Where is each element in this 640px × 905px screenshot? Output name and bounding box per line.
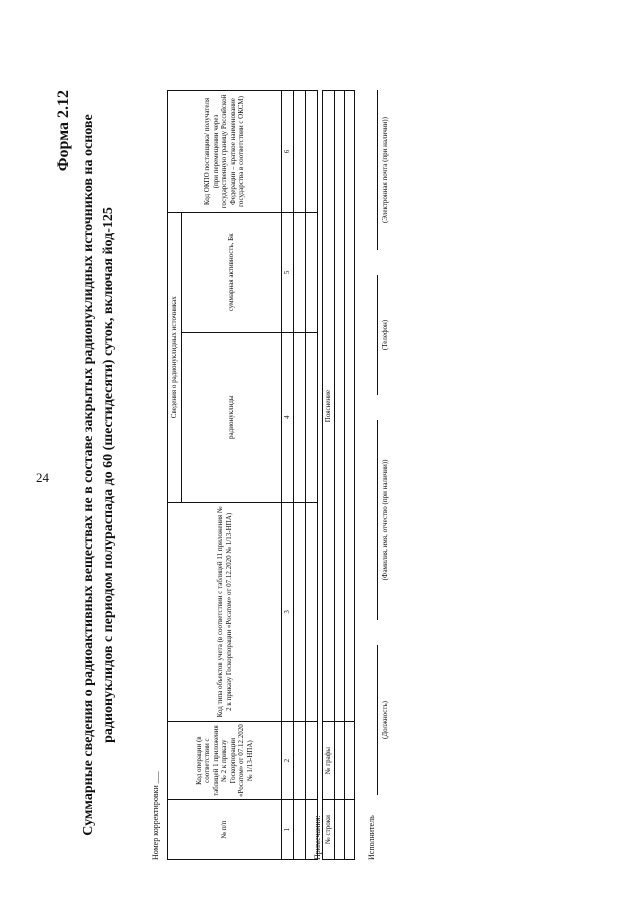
header-okpo-code: Код ОКПО поставщика/ получателя (при перемещении через государственную границу Российской Федерации – краткое наименование государства в соответствии с ОКСМ): [168, 91, 282, 213]
table-cell[interactable]: [306, 502, 318, 722]
table-cell[interactable]: [294, 722, 306, 800]
executor-label: Исполнитель: [367, 815, 376, 860]
header-operation-code: Код операции (в соответствии с таблицей 1 приложения № 2 к приказу Госкорпорации «Росатом» от 07.12.2020 № 1/13-НПА): [168, 722, 282, 800]
column-number: 5: [282, 212, 294, 332]
table-cell[interactable]: [334, 800, 344, 860]
table-cell[interactable]: [294, 800, 306, 860]
main-table: [167, 90, 318, 860]
table-cell[interactable]: [344, 91, 354, 722]
table-row: [306, 91, 318, 860]
header-object-type-code: Код типа объектов учета (в соответствии с таблицей 11 приложения № 2 к приказу Госкорпорации «Росатом» от 07.12.2020 № 1/13-НПА): [168, 502, 282, 722]
phone-line[interactable]: [365, 275, 378, 395]
position-caption: (Должность): [381, 701, 389, 739]
executor-block: [365, 90, 415, 860]
header-source-info: Сведения о радионуклидных источниках: [168, 212, 182, 502]
table-cell[interactable]: [294, 502, 306, 722]
table-cell[interactable]: [294, 332, 306, 502]
table-cell[interactable]: [344, 800, 354, 860]
notes-header-column: № графы: [323, 722, 335, 800]
page-number: 24: [36, 470, 49, 485]
column-number-row: [282, 91, 294, 860]
form-sheet: [55, 90, 615, 860]
position-line[interactable]: [365, 645, 378, 795]
table-cell[interactable]: [306, 91, 318, 213]
column-number: 2: [282, 722, 294, 800]
notes-header-row: № строки: [323, 800, 335, 860]
header-row-number: № п/п: [168, 800, 282, 860]
table-cell[interactable]: [334, 722, 344, 800]
column-number: 1: [282, 800, 294, 860]
title-line-2: радионуклидов с периодом полураспада до 60 (шестидесяти) суток, включая йод-125: [101, 207, 116, 743]
notes-header-explanation: Пояснение: [323, 91, 335, 722]
full-name-line[interactable]: [365, 420, 378, 620]
notes-table: [322, 90, 355, 860]
title-line-1: Суммарные сведения о радиоактивных веществах не в составе закрытых радионуклидных источников на основе: [81, 114, 96, 836]
column-number: 4: [282, 332, 294, 502]
phone-caption: (Телефон): [381, 319, 389, 351]
table-cell[interactable]: [344, 722, 354, 800]
form-title: [79, 90, 119, 860]
table-cell[interactable]: [306, 212, 318, 332]
table-cell[interactable]: [306, 722, 318, 800]
table-cell[interactable]: [294, 212, 306, 332]
table-row: [344, 91, 354, 860]
notes-label: Примечания:: [313, 815, 322, 860]
column-number: 3: [282, 502, 294, 722]
header-total-activity: суммарная активность, Бк: [182, 212, 282, 332]
correction-number-label: Номер корректировки ___: [151, 771, 160, 860]
table-cell[interactable]: [334, 91, 344, 722]
table-row: [294, 91, 306, 860]
table-row: [334, 91, 344, 860]
header-radionuclides: радионуклиды: [182, 332, 282, 502]
table-cell[interactable]: [306, 332, 318, 502]
email-caption: (Электронная почта (при наличии)): [381, 117, 389, 223]
email-line[interactable]: [365, 90, 378, 250]
table-cell[interactable]: [294, 91, 306, 213]
full-name-caption: (Фамилия, имя, отчество (при наличии)): [381, 459, 389, 581]
form-label: Форма 2.12: [55, 90, 72, 172]
column-number: 6: [282, 91, 294, 213]
